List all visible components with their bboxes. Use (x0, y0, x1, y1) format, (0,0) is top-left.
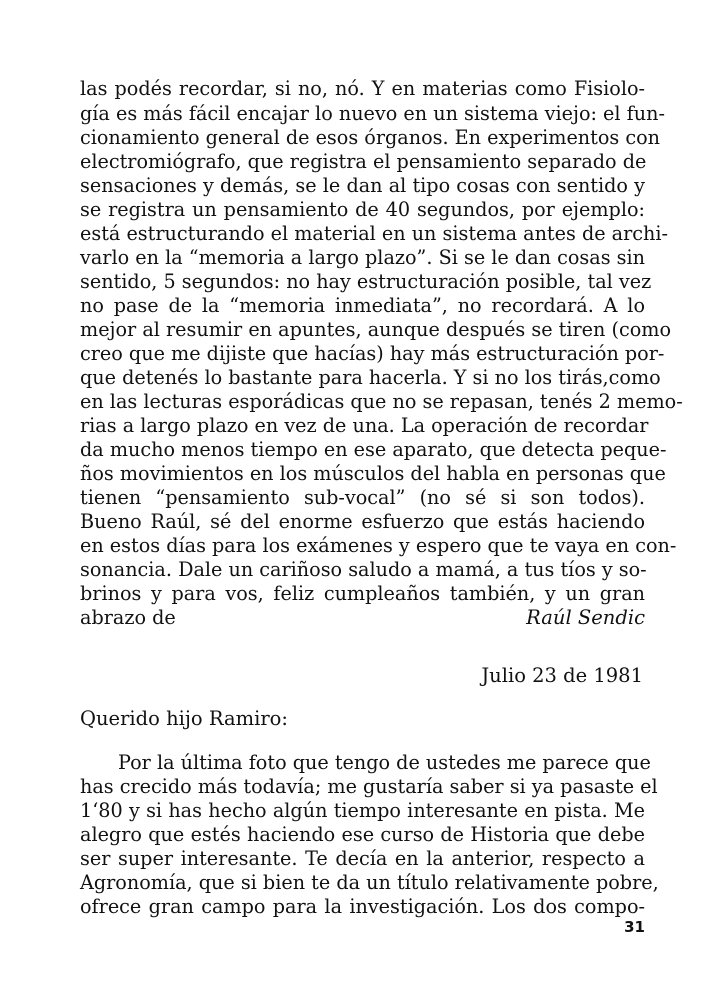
salutation: Querido hijo Ramiro: (80, 707, 288, 730)
text-line: electromiógrafo, que registra el pensamiento separado de (80, 150, 647, 173)
text-line: 1‘80 y si has hecho algún tiempo interesante en pista. Me (80, 799, 645, 822)
text-line: cionamiento general de esos órganos. En experimentos con (80, 126, 661, 149)
text-line: abrazo de (80, 606, 176, 629)
text-line: ños movimientos en los músculos del habla en personas que (80, 462, 666, 485)
text-line: Bueno Raúl, sé del enorme esfuerzo que estás haciendo (80, 510, 645, 533)
text-line: Agronomía, que si bien te da un título relativamente pobre, (80, 871, 659, 894)
text-line: brinos y para vos, feliz cumpleaños también, y un gran (80, 582, 645, 605)
text-line: tienen “pensamiento sub-vocal” (no sé si son todos). (80, 486, 645, 509)
text-line: alegro que estés haciendo ese curso de Historia que debe (80, 823, 645, 846)
page-number: 31 (624, 918, 645, 936)
text-line: Por la última foto que tengo de ustedes me parece que (118, 751, 651, 774)
text-line: rias a largo plazo en vez de una. La operación de recordar (80, 414, 649, 437)
text-line: está estructurando el material en un sistema antes de archi- (80, 222, 669, 245)
text-line: se registra un pensamiento de 40 segundos, por ejemplo: (80, 198, 645, 221)
text-line: varlo en la “memoria a largo plazo”. Si se le dan cosas sin (80, 246, 645, 269)
text-line: que detenés lo bastante para hacerla. Y si no los tirás,como (80, 366, 661, 389)
text-line: creo que me dijiste que hacías) hay más estructuración por- (80, 342, 665, 365)
text-line: mejor al resumir en apuntes, aunque después se tiren (como (80, 318, 672, 341)
text-line: ofrece gran campo para la investigación. Los dos compo- (80, 895, 645, 918)
text-line: has crecido más todavía; me gustaría saber si ya pasaste el (80, 775, 658, 798)
text-line: en las lecturas esporádicas que no se repasan, tenés 2 memo- (80, 390, 683, 413)
text-line: en estos días para los exámenes y espero que te vaya en con- (80, 534, 677, 557)
text-line: sensaciones y demás, se le dan al tipo cosas con sentido y (80, 174, 645, 197)
text-line: las podés recordar, si no, nó. Y en materias como Fisiolo- (80, 77, 645, 100)
text-line: ser super interesante. Te decía en la anterior, respecto a (80, 847, 645, 870)
letter-date: Julio 23 de 1981 (481, 664, 643, 687)
text-line: sentido, 5 segundos: no hay estructuración posible, tal vez (80, 270, 652, 293)
text-line: no pase de la “memoria inmediata”, no recordará. A lo (80, 294, 645, 317)
signature: Raúl Sendic (526, 606, 645, 629)
text-line: gía es más fácil encajar lo nuevo en un sistema viejo: el fun- (80, 102, 665, 125)
text-line: da mucho menos tiempo en ese aparato, que detecta peque- (80, 438, 667, 461)
text-line: sonancia. Dale un cariñoso saludo a mamá, a tus tíos y so- (80, 558, 647, 581)
